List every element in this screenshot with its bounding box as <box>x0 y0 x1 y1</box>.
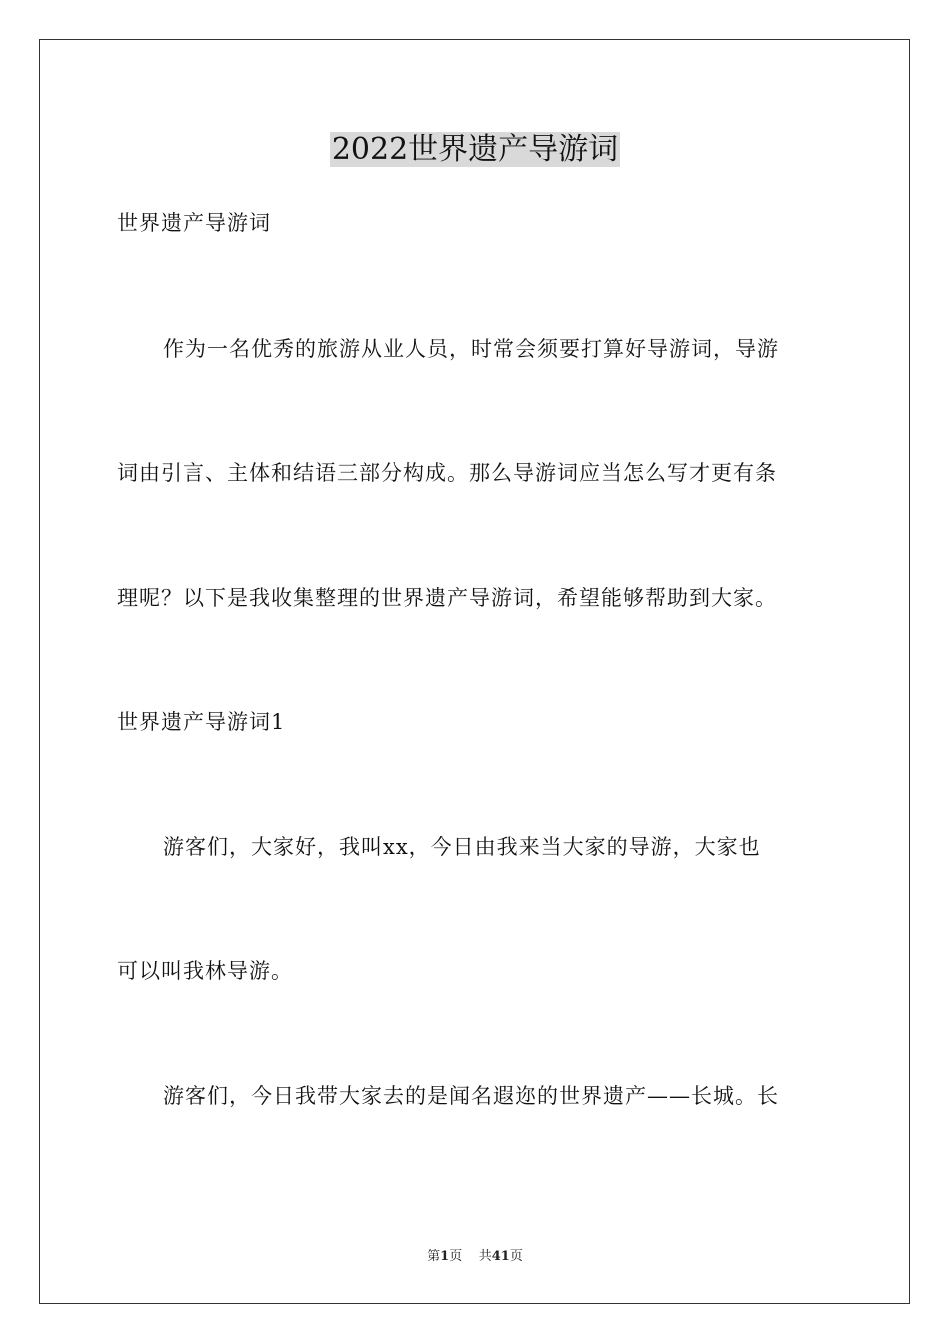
section-heading: 世界遗产导游词1 <box>117 710 286 734</box>
subtitle-line: 世界遗产导游词 <box>117 211 271 235</box>
document-title-text: 2022世界遗产导游词 <box>331 132 619 167</box>
footer-total-pages: 41 <box>491 1249 510 1264</box>
footer-page-suffix: 页 <box>449 1249 463 1264</box>
document-title <box>0 128 950 172</box>
paragraph-line: 游客们，今日我带大家去的是闻名遐迩的世界遗产——长城。长 <box>163 1084 779 1108</box>
page-footer <box>0 1247 950 1267</box>
paragraph-line: 可以叫我林导游。 <box>117 959 293 983</box>
paragraph-line: 词由引言、主体和结语三部分构成。那么导游词应当怎么写才更有条 <box>117 461 777 485</box>
footer-page-prefix: 第 <box>427 1249 441 1264</box>
paragraph-line: 游客们，大家好，我叫xx，今日由我来当大家的导游，大家也 <box>163 835 761 859</box>
footer-total-prefix: 共 <box>478 1249 492 1264</box>
footer-total-suffix: 页 <box>509 1249 523 1264</box>
paragraph-line: 理呢？以下是我收集整理的世界遗产导游词，希望能够帮助到大家。 <box>117 586 777 610</box>
footer-page-number: 1 <box>440 1249 450 1264</box>
paragraph-line: 作为一名优秀的旅游从业人员，时常会须要打算好导游词，导游 <box>163 337 779 361</box>
